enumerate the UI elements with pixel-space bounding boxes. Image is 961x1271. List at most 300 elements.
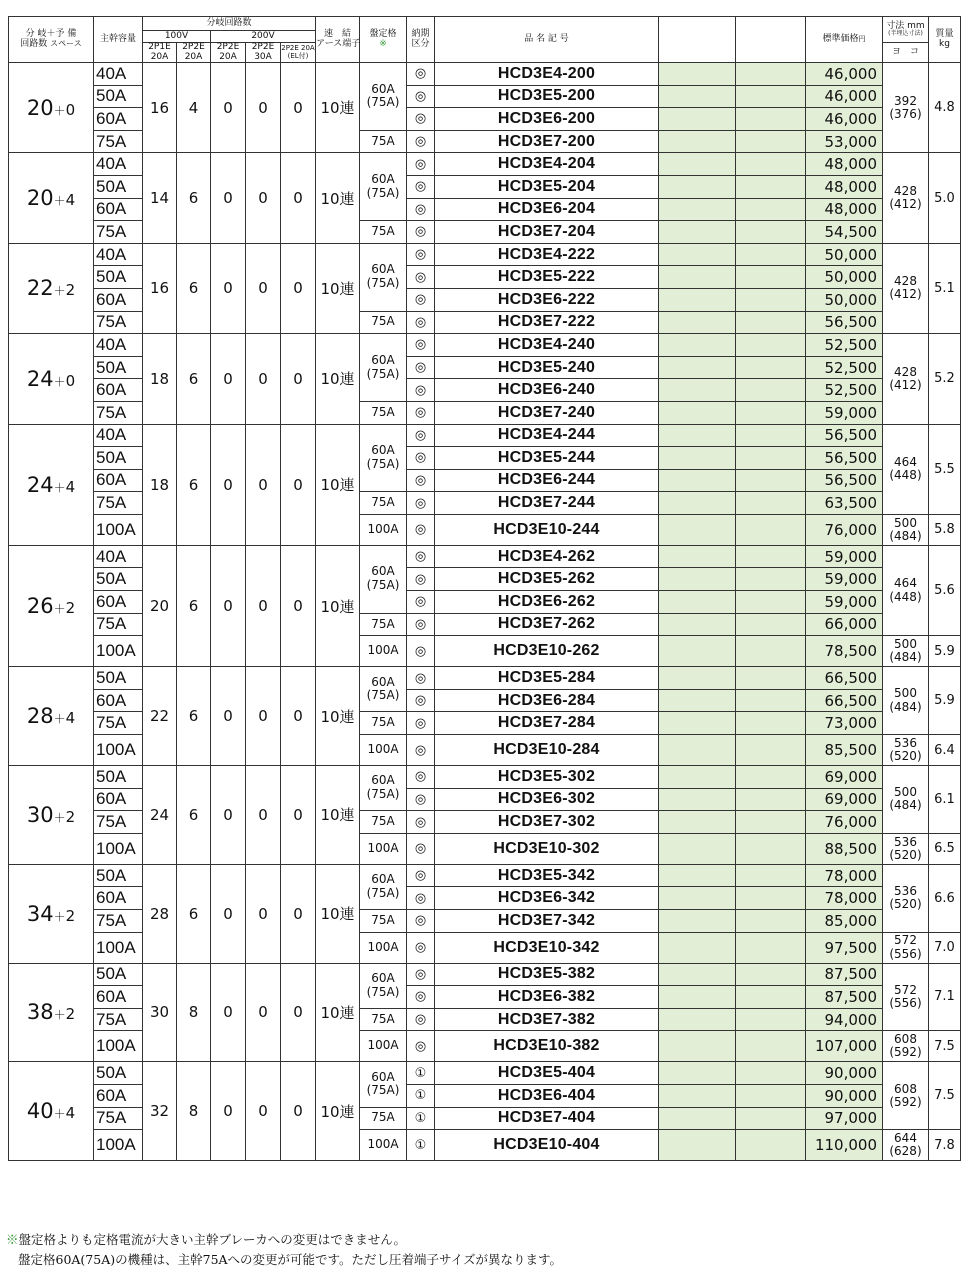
main-capacity-cell: 100A — [94, 833, 143, 864]
price-cell: 88,500 — [806, 833, 883, 864]
weight-cell: 6.4 — [929, 735, 961, 766]
spare-count: 0 — [65, 100, 76, 119]
blank-cell — [659, 356, 736, 379]
header-200v: 200V — [211, 31, 316, 43]
branch-count-cell: 0 — [246, 667, 281, 766]
price-cell: 54,500 — [806, 221, 883, 244]
model-code-cell: HCD3E10-404 — [435, 1130, 659, 1161]
circuit-count: 30 — [26, 802, 54, 827]
model-code-cell: HCD3E4-200 — [435, 63, 659, 86]
board-rating-cell: 100A — [360, 1130, 407, 1161]
blank-cell — [736, 108, 806, 131]
branch-count-cell: 0 — [246, 1062, 281, 1161]
main-capacity-cell: 100A — [94, 1130, 143, 1161]
branch-count-cell: 6 — [177, 864, 211, 963]
delivery-cell: ◎ — [407, 198, 435, 221]
main-capacity-cell: 60A — [94, 1084, 143, 1107]
blank-cell — [736, 514, 806, 545]
weight-cell: 5.6 — [929, 545, 961, 635]
blank-cell — [736, 1130, 806, 1161]
model-code-cell: HCD3E5-342 — [435, 864, 659, 887]
model-code-cell: HCD3E5-382 — [435, 963, 659, 986]
main-capacity-cell: 50A — [94, 447, 143, 470]
delivery-cell: ◎ — [407, 492, 435, 515]
price-cell: 94,000 — [806, 1008, 883, 1031]
circuit-spare-cell — [9, 153, 94, 243]
board-rating-line: 60A — [371, 171, 395, 186]
blank-cell — [736, 243, 806, 266]
branch-count-cell: 0 — [211, 153, 246, 243]
plus-sign: ＋ — [53, 1008, 66, 1023]
weight-cell: 5.9 — [929, 667, 961, 735]
main-capacity-cell: 50A — [94, 766, 143, 789]
delivery-cell: ◎ — [407, 910, 435, 933]
branch-count-cell: 0 — [211, 424, 246, 545]
delivery-cell: ◎ — [407, 613, 435, 636]
dimension-width: 500 — [894, 515, 917, 530]
blank-cell — [659, 811, 736, 834]
main-capacity-cell: 50A — [94, 864, 143, 887]
price-cell: 46,000 — [806, 108, 883, 131]
dimension-cell — [883, 334, 929, 424]
delivery-cell: ◎ — [407, 811, 435, 834]
dimension-width: 536 — [894, 735, 917, 750]
header-weight — [929, 17, 961, 63]
blank-cell — [736, 63, 806, 86]
delivery-cell: ◎ — [407, 833, 435, 864]
branch-count-cell: 0 — [281, 963, 316, 1062]
blank-cell — [659, 424, 736, 447]
weight-cell: 5.5 — [929, 424, 961, 514]
branch-count-cell: 0 — [246, 545, 281, 666]
main-capacity-cell: 40A — [94, 153, 143, 176]
board-rating-line: 60A — [371, 262, 395, 277]
model-code-cell: HCD3E7-244 — [435, 492, 659, 515]
main-capacity-cell: 60A — [94, 379, 143, 402]
model-code-cell: HCD3E7-302 — [435, 811, 659, 834]
dimension-cell — [883, 667, 929, 735]
board-rating-line: (75A) — [366, 688, 400, 703]
board-rating-cell — [360, 334, 407, 402]
delivery-cell: ◎ — [407, 932, 435, 963]
board-rating-line: 60A — [371, 1069, 395, 1084]
branch-count-cell: 0 — [211, 1062, 246, 1161]
price-cell: 50,000 — [806, 266, 883, 289]
delivery-cell: ◎ — [407, 356, 435, 379]
blank-cell — [659, 613, 736, 636]
table-row — [9, 545, 961, 568]
price-cell: 52,500 — [806, 379, 883, 402]
header-delivery-bot: 区分 — [411, 38, 430, 49]
blank-cell — [736, 288, 806, 311]
model-code-cell: HCD3E6-204 — [435, 198, 659, 221]
board-rating-cell: 75A — [360, 1107, 407, 1130]
dimension-halfembed: (628) — [889, 1144, 922, 1159]
blank-cell — [736, 424, 806, 447]
blank-cell — [659, 735, 736, 766]
delivery-cell: ① — [407, 1062, 435, 1085]
main-capacity-cell: 100A — [94, 735, 143, 766]
main-capacity-cell: 50A — [94, 85, 143, 108]
blank-cell — [659, 667, 736, 690]
blank-cell — [736, 334, 806, 357]
board-rating-cell: 100A — [360, 932, 407, 963]
circuit-count: 24 — [26, 366, 54, 391]
header-branch-spare — [9, 17, 94, 63]
header-delivery — [407, 17, 435, 63]
delivery-cell: ◎ — [407, 221, 435, 244]
board-rating-cell: 100A — [360, 1031, 407, 1062]
blank-cell — [736, 963, 806, 986]
model-code-cell: HCD3E6-382 — [435, 986, 659, 1009]
branch-count-cell: 6 — [177, 545, 211, 666]
circuit-count: 34 — [26, 901, 54, 926]
blank-cell — [736, 492, 806, 515]
plus-sign: ＋ — [53, 1107, 66, 1122]
delivery-cell: ◎ — [407, 334, 435, 357]
model-code-cell: HCD3E5-222 — [435, 266, 659, 289]
delivery-cell: ◎ — [407, 469, 435, 492]
branch-count-cell: 0 — [211, 334, 246, 424]
price-cell: 48,000 — [806, 175, 883, 198]
table-row — [9, 63, 961, 86]
blank-cell — [659, 689, 736, 712]
price-cell: 59,000 — [806, 545, 883, 568]
blank-cell — [659, 1130, 736, 1161]
model-code-cell: HCD3E5-240 — [435, 356, 659, 379]
delivery-cell: ◎ — [407, 447, 435, 470]
main-capacity-cell: 60A — [94, 986, 143, 1009]
header-connect-bot: アース端子 — [316, 38, 361, 49]
dimension-cell — [883, 514, 929, 545]
earth-terminal-cell: 10連 — [316, 424, 360, 545]
board-rating-cell — [360, 424, 407, 492]
main-capacity-cell: 40A — [94, 243, 143, 266]
main-capacity-cell: 75A — [94, 811, 143, 834]
price-cell: 87,500 — [806, 986, 883, 1009]
board-rating-cell: 100A — [360, 514, 407, 545]
model-code-cell: HCD3E6-222 — [435, 288, 659, 311]
price-cell: 66,500 — [806, 689, 883, 712]
blank-cell — [736, 986, 806, 1009]
branch-count-cell: 6 — [177, 243, 211, 333]
price-cell: 50,000 — [806, 243, 883, 266]
table-row — [9, 864, 961, 887]
board-rating-cell — [360, 153, 407, 221]
board-rating-cell — [360, 766, 407, 811]
board-rating-line: 60A — [371, 443, 395, 458]
branch-count-cell: 8 — [177, 963, 211, 1062]
model-code-cell: HCD3E6-284 — [435, 689, 659, 712]
board-rating-line: (75A) — [366, 185, 400, 200]
price-cell: 56,500 — [806, 447, 883, 470]
dimension-halfembed: (556) — [889, 946, 922, 961]
price-cell: 52,500 — [806, 334, 883, 357]
earth-terminal-cell: 10連 — [316, 63, 360, 153]
blank-cell — [659, 545, 736, 568]
model-code-cell: HCD3E5-404 — [435, 1062, 659, 1085]
blank-cell — [736, 311, 806, 334]
price-cell: 78,000 — [806, 864, 883, 887]
price-cell: 59,000 — [806, 591, 883, 614]
branch-count-cell: 22 — [143, 667, 177, 766]
spare-count: 4 — [65, 191, 76, 210]
branch-count-cell: 6 — [177, 766, 211, 865]
spare-count: 2 — [65, 906, 76, 925]
branch-count-cell: 6 — [177, 667, 211, 766]
dimension-width: 536 — [894, 884, 917, 899]
plus-sign: ＋ — [53, 480, 66, 495]
model-code-cell: HCD3E10-342 — [435, 932, 659, 963]
blank-cell — [659, 492, 736, 515]
earth-terminal-cell: 10連 — [316, 963, 360, 1062]
dimension-cell — [883, 153, 929, 243]
header-col-2p2e-20a-100v: 2P2E 20A — [177, 43, 211, 63]
delivery-cell: ◎ — [407, 288, 435, 311]
weight-cell: 4.8 — [929, 63, 961, 153]
plus-sign: ＋ — [53, 909, 66, 924]
main-capacity-cell: 40A — [94, 334, 143, 357]
blank-cell — [659, 1084, 736, 1107]
dimension-cell — [883, 1062, 929, 1130]
dimension-cell — [883, 766, 929, 834]
board-rating-line: (75A) — [366, 95, 400, 110]
dimension-width: 500 — [894, 637, 917, 652]
model-code-cell: HCD3E4-244 — [435, 424, 659, 447]
blank-cell — [736, 910, 806, 933]
model-code-cell: HCD3E5-284 — [435, 667, 659, 690]
board-rating-line: 60A — [371, 773, 395, 788]
price-cell: 46,000 — [806, 63, 883, 86]
spare-count: 4 — [65, 1104, 76, 1123]
header-board-rating — [360, 17, 407, 63]
earth-terminal-cell: 10連 — [316, 334, 360, 424]
model-code-cell: HCD3E7-342 — [435, 910, 659, 933]
board-rating-cell: 75A — [360, 311, 407, 334]
price-cell: 76,000 — [806, 514, 883, 545]
blank-cell — [659, 334, 736, 357]
weight-cell: 5.9 — [929, 636, 961, 667]
model-code-cell: HCD3E4-262 — [435, 545, 659, 568]
header-plus: ＋ — [46, 29, 56, 40]
blank-cell — [736, 198, 806, 221]
board-rating-line: (75A) — [366, 1083, 400, 1098]
table-row — [9, 424, 961, 447]
blank-cell — [659, 864, 736, 887]
dimension-halfembed: (412) — [889, 377, 922, 392]
board-rating-cell: 75A — [360, 401, 407, 424]
weight-cell: 7.0 — [929, 932, 961, 963]
main-capacity-cell: 40A — [94, 545, 143, 568]
delivery-cell: ◎ — [407, 735, 435, 766]
header-price-unit: 円 — [858, 34, 866, 43]
dimension-halfembed: (412) — [889, 197, 922, 212]
board-rating-line: 60A — [371, 872, 395, 887]
blank-cell — [659, 932, 736, 963]
board-rating-cell — [360, 243, 407, 311]
delivery-cell: ◎ — [407, 130, 435, 153]
main-capacity-cell: 50A — [94, 175, 143, 198]
main-capacity-cell: 60A — [94, 288, 143, 311]
board-rating-cell: 75A — [360, 130, 407, 153]
blank-cell — [659, 243, 736, 266]
header-branch-circuits: 分岐回路数 — [143, 17, 316, 31]
main-capacity-cell: 100A — [94, 932, 143, 963]
blank-cell — [736, 613, 806, 636]
price-cell: 56,500 — [806, 469, 883, 492]
earth-terminal-cell: 10連 — [316, 243, 360, 333]
blank-cell — [736, 712, 806, 735]
blank-cell — [659, 108, 736, 131]
dimension-width: 500 — [894, 686, 917, 701]
dimension-halfembed: (484) — [889, 798, 922, 813]
branch-count-cell: 0 — [281, 63, 316, 153]
dimension-halfembed: (484) — [889, 650, 922, 665]
branch-count-cell: 0 — [281, 424, 316, 545]
branch-count-cell: 0 — [211, 766, 246, 865]
header-col-2p2e-20a-200v: 2P2E 20A — [211, 43, 246, 63]
main-capacity-cell: 60A — [94, 788, 143, 811]
dimension-width: 392 — [894, 93, 917, 108]
blank-cell — [736, 1107, 806, 1130]
header-board-mark: ※ — [379, 38, 387, 49]
circuit-spare-cell — [9, 334, 94, 424]
blank-cell — [659, 153, 736, 176]
earth-terminal-cell: 10連 — [316, 667, 360, 766]
price-cell: 85,000 — [806, 910, 883, 933]
branch-count-cell: 4 — [177, 63, 211, 153]
header-branch: 分 岐 — [25, 29, 47, 40]
blank-cell — [659, 1031, 736, 1062]
blank-cell — [659, 311, 736, 334]
table-row — [9, 243, 961, 266]
model-code-cell: HCD3E6-244 — [435, 469, 659, 492]
circuit-spare-cell — [9, 243, 94, 333]
main-capacity-cell: 60A — [94, 591, 143, 614]
header-weight-label: 質量 — [935, 29, 954, 40]
spare-count: 2 — [65, 281, 76, 300]
blank-cell — [736, 469, 806, 492]
circuit-spare-cell — [9, 63, 94, 153]
dimension-halfembed: (520) — [889, 897, 922, 912]
dimension-cell — [883, 735, 929, 766]
dimension-halfembed: (448) — [889, 468, 922, 483]
dimension-halfembed: (376) — [889, 106, 922, 121]
delivery-cell: ① — [407, 1084, 435, 1107]
circuit-spare-cell — [9, 963, 94, 1062]
model-code-cell: HCD3E7-200 — [435, 130, 659, 153]
branch-count-cell: 0 — [246, 766, 281, 865]
blank-cell — [659, 469, 736, 492]
header-col-2p2e-30a: 2P2E 30A — [246, 43, 281, 63]
weight-cell: 6.5 — [929, 833, 961, 864]
price-cell: 97,500 — [806, 932, 883, 963]
delivery-cell: ◎ — [407, 514, 435, 545]
dimension-width: 428 — [894, 183, 917, 198]
blank-cell — [659, 514, 736, 545]
header-dim-title: 寸法 mm — [886, 20, 925, 31]
delivery-cell: ① — [407, 1130, 435, 1161]
header-blank-1 — [659, 17, 736, 63]
model-code-cell: HCD3E5-204 — [435, 175, 659, 198]
price-cell: 73,000 — [806, 712, 883, 735]
price-cell: 87,500 — [806, 963, 883, 986]
dimension-cell — [883, 1130, 929, 1161]
model-code-cell: HCD3E5-200 — [435, 85, 659, 108]
circuit-spare-cell — [9, 545, 94, 666]
model-code-cell: HCD3E4-222 — [435, 243, 659, 266]
model-code-cell: HCD3E5-262 — [435, 568, 659, 591]
main-capacity-cell: 50A — [94, 266, 143, 289]
main-capacity-cell: 100A — [94, 636, 143, 667]
header-delivery-top: 納期 — [411, 29, 430, 40]
delivery-cell: ◎ — [407, 1031, 435, 1062]
weight-cell: 6.1 — [929, 766, 961, 834]
blank-cell — [736, 864, 806, 887]
plus-sign: ＋ — [53, 194, 66, 209]
header-weight-unit: kg — [939, 38, 950, 49]
plus-sign: ＋ — [53, 103, 66, 118]
price-cell: 69,000 — [806, 766, 883, 789]
price-cell: 78,500 — [806, 636, 883, 667]
blank-cell — [659, 1107, 736, 1130]
blank-cell — [659, 910, 736, 933]
model-code-cell: HCD3E10-382 — [435, 1031, 659, 1062]
delivery-cell: ◎ — [407, 667, 435, 690]
weight-cell: 6.6 — [929, 864, 961, 932]
note-line-1 — [6, 1230, 406, 1248]
branch-count-cell: 0 — [281, 766, 316, 865]
branch-count-cell: 0 — [211, 963, 246, 1062]
product-rows — [9, 63, 961, 1161]
main-capacity-cell: 100A — [94, 514, 143, 545]
blank-cell — [659, 887, 736, 910]
blank-cell — [659, 636, 736, 667]
branch-count-cell: 6 — [177, 153, 211, 243]
model-code-cell: HCD3E10-262 — [435, 636, 659, 667]
blank-cell — [736, 932, 806, 963]
blank-cell — [736, 379, 806, 402]
branch-count-cell: 0 — [211, 545, 246, 666]
price-cell: 59,000 — [806, 568, 883, 591]
board-rating-cell — [360, 1062, 407, 1107]
earth-terminal-cell: 10連 — [316, 153, 360, 243]
branch-count-cell: 30 — [143, 963, 177, 1062]
delivery-cell: ◎ — [407, 712, 435, 735]
branch-count-cell: 0 — [281, 153, 316, 243]
table-row — [9, 1062, 961, 1085]
blank-cell — [659, 568, 736, 591]
circuit-spare-cell — [9, 864, 94, 963]
model-code-cell: HCD3E5-244 — [435, 447, 659, 470]
delivery-cell: ◎ — [407, 379, 435, 402]
note-text-2: 盤定格60A(75A)の機種は、主幹75Aへの変更が可能です。ただし圧着端子サイズが異なります。 — [18, 1252, 563, 1267]
model-code-cell: HCD3E6-262 — [435, 591, 659, 614]
earth-terminal-cell: 10連 — [316, 864, 360, 963]
blank-cell — [736, 401, 806, 424]
weight-cell: 5.2 — [929, 334, 961, 424]
branch-count-cell: 6 — [177, 334, 211, 424]
price-cell: 63,500 — [806, 492, 883, 515]
branch-count-cell: 0 — [281, 864, 316, 963]
board-rating-line: 60A — [371, 81, 395, 96]
blank-cell — [736, 266, 806, 289]
board-rating-line: (75A) — [366, 787, 400, 802]
main-capacity-cell: 75A — [94, 311, 143, 334]
model-code-cell: HCD3E6-302 — [435, 788, 659, 811]
dimension-width: 572 — [894, 982, 917, 997]
delivery-cell: ◎ — [407, 788, 435, 811]
